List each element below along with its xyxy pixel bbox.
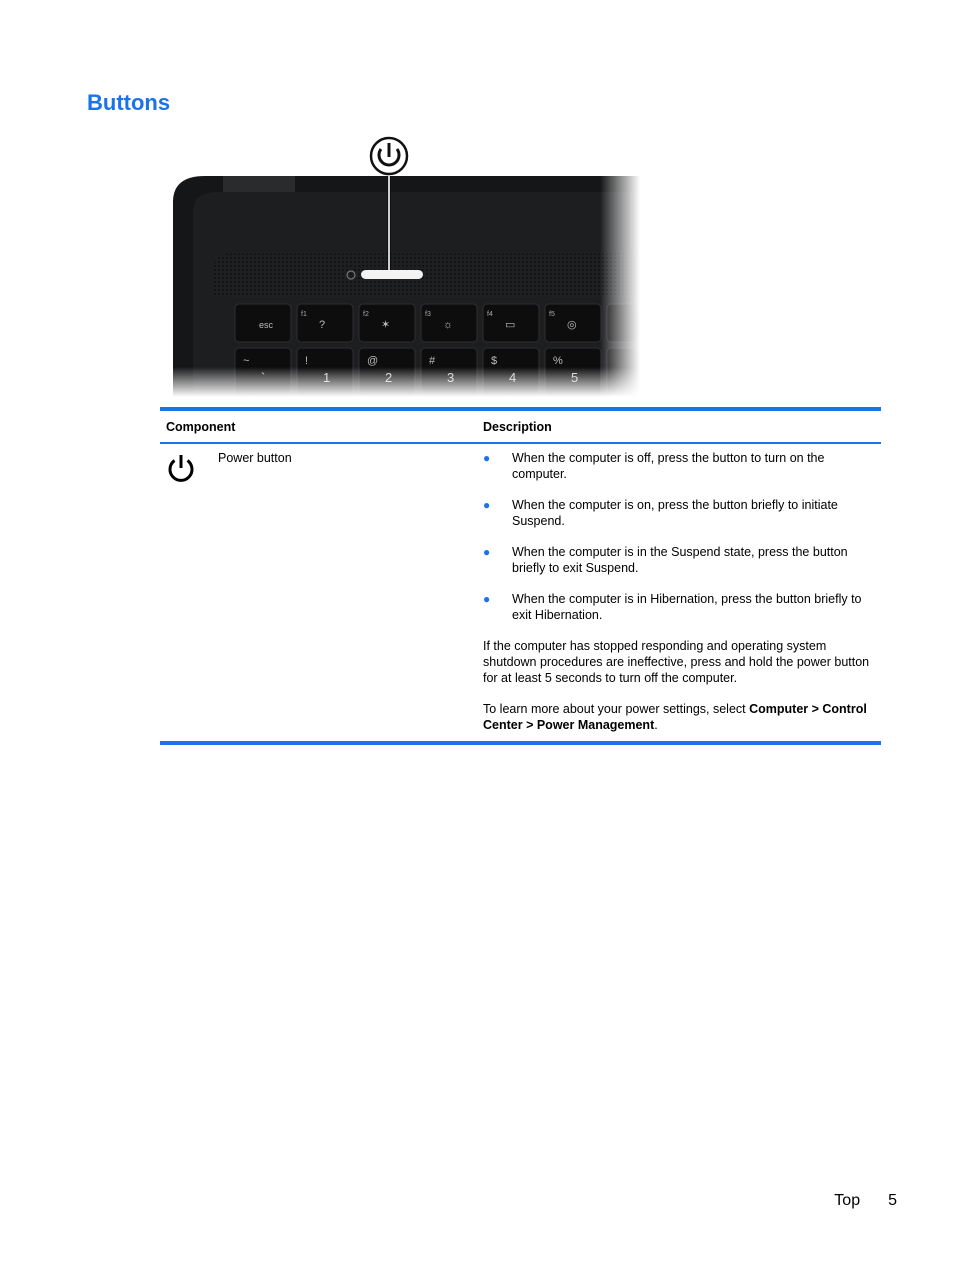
- menu-path-power-management: Power Management: [536, 718, 655, 732]
- key-label: esc: [259, 320, 274, 330]
- power-icon: [166, 453, 196, 483]
- table-row: [160, 443, 881, 743]
- list-item: ● When the computer is off, press the button to turn on the computer.: [483, 451, 825, 481]
- list-item: ● When the computer is on, press the button briefly to initiate Suspend.: [483, 498, 838, 528]
- page-number: 5: [888, 1192, 897, 1209]
- header-description: Description: [477, 409, 881, 443]
- key-shift-label: ~: [243, 355, 250, 367]
- key-label: ▭: [505, 319, 516, 331]
- bullet-icon: ●: [483, 545, 491, 559]
- learn-more-note: To learn more about your power settings, select Computer > Control Center > Power Management.: [483, 702, 867, 732]
- keyboard-photo: [165, 132, 640, 397]
- menu-path-computer: Computer > Control Center: [483, 702, 867, 732]
- fn-key-label: f5: [549, 311, 555, 318]
- section-heading: Buttons: [87, 90, 171, 115]
- description-list: [483, 450, 875, 623]
- fn-key-label: f3: [425, 311, 431, 318]
- key-label: ?: [319, 319, 326, 331]
- component-table: [160, 407, 881, 745]
- fn-key-label: f2: [363, 311, 369, 318]
- fn-key-label: f1: [301, 311, 307, 318]
- keyboard-figure: [165, 132, 640, 397]
- key-label: ☼: [443, 319, 454, 331]
- component-name: Power button: [218, 451, 292, 465]
- page-footer: [834, 1192, 897, 1210]
- header-component: Component: [160, 409, 477, 443]
- key-label: ◎: [567, 319, 577, 331]
- bullet-icon: ●: [483, 498, 491, 512]
- bullet-icon: ●: [483, 592, 491, 606]
- unresponsive-note: If the computer has stopped responding and operating system shutdown procedures are ineffective, press and hold the power button for at least 5 seconds to turn off the computer.: [483, 639, 870, 685]
- list-item: ● When the computer is in the Suspend state, press the button briefly to exit Suspend.: [483, 545, 848, 575]
- key-shift-label: !: [305, 355, 309, 367]
- footer-section: Top: [834, 1192, 861, 1209]
- key-shift-label: #: [429, 355, 436, 367]
- list-item: ● When the computer is in Hibernation, press the button briefly to exit Hibernation.: [483, 592, 862, 622]
- key-shift-label: $: [491, 355, 498, 367]
- key-shift-label: @: [367, 355, 379, 367]
- bullet-icon: ●: [483, 451, 491, 465]
- key-label: ✶: [381, 319, 391, 331]
- key-shift-label: %: [553, 355, 563, 367]
- fn-key-label: f4: [487, 311, 493, 318]
